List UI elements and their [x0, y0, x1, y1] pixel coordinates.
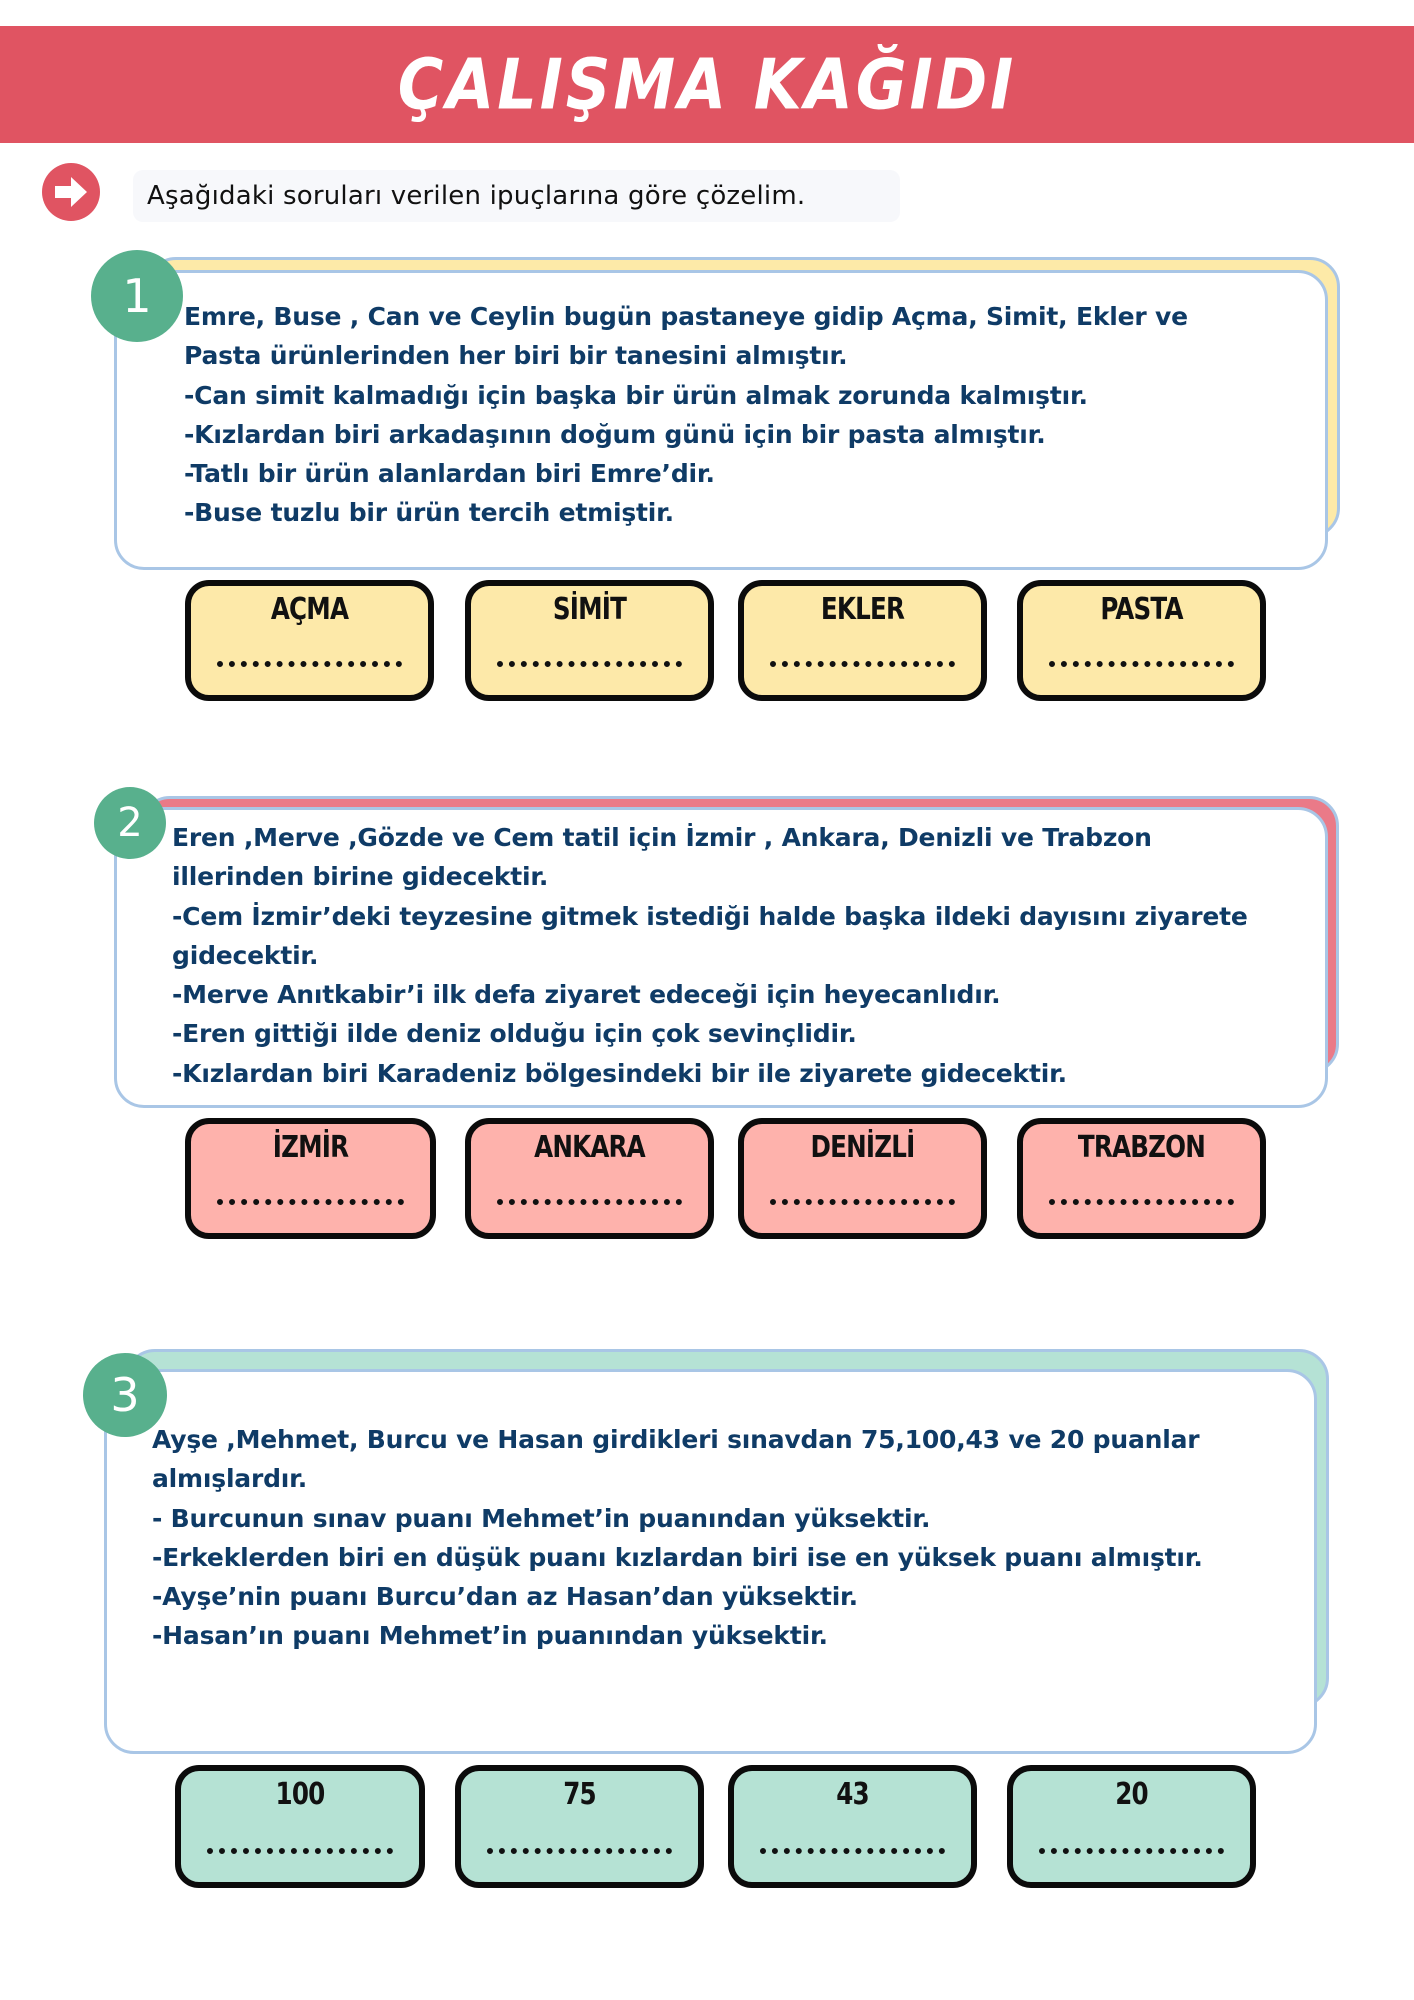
answer-blank[interactable]	[217, 661, 402, 667]
answer-label: EKLER	[820, 592, 905, 627]
answer-card-acma[interactable]	[185, 580, 434, 701]
answer-card-pasta[interactable]	[1017, 580, 1266, 701]
answer-blank[interactable]	[217, 1199, 404, 1205]
answer-label: 100	[275, 1777, 325, 1812]
clue-line: almışlardır.	[152, 1464, 308, 1494]
answer-blank[interactable]	[487, 1848, 672, 1854]
answer-card-simit[interactable]	[465, 580, 714, 701]
clue-line: gidecektir.	[172, 940, 319, 970]
answer-blank[interactable]	[1039, 1848, 1224, 1854]
answer-label: SİMİT	[552, 592, 627, 627]
header-band	[0, 26, 1414, 143]
answer-label: PASTA	[1100, 592, 1183, 627]
answer-label: 75	[563, 1777, 596, 1812]
answer-label: 20	[1115, 1777, 1148, 1812]
answer-blank[interactable]	[497, 661, 682, 667]
clue-line: -Kızlardan biri arkadaşının doğum günü için bir pasta almıştır.	[184, 419, 1046, 449]
clue-line: Pasta ürünlerinden her biri bir tanesini almıştır.	[184, 341, 848, 371]
question-3-number-badge: 3	[83, 1353, 167, 1437]
answer-card-ankara[interactable]	[465, 1118, 714, 1239]
answer-label: AÇMA	[270, 592, 349, 627]
clue-line: Emre, Buse , Can ve Ceylin bugün pastaneye gidip Açma, Simit, Ekler ve	[184, 302, 1188, 331]
clue-line: -Eren gittiği ilde deniz olduğu için çok sevinçlidir.	[172, 1019, 857, 1049]
instruction-text: Aşağıdaki soruları verilen ipuçlarına göre çözelim.	[147, 181, 806, 211]
answer-card-trabzon[interactable]	[1017, 1118, 1266, 1239]
answer-blank[interactable]	[1049, 1199, 1234, 1205]
answer-label: DENİZLİ	[810, 1130, 915, 1165]
answer-blank[interactable]	[207, 1848, 393, 1854]
answer-card-ekler[interactable]	[738, 580, 987, 701]
answer-blank[interactable]	[497, 1199, 682, 1205]
arrow-right-circle-icon	[42, 163, 100, 221]
answer-card-100[interactable]	[175, 1765, 425, 1888]
answer-card-denizli[interactable]	[738, 1118, 987, 1239]
answer-card-43[interactable]	[728, 1765, 977, 1888]
question-2-clues	[172, 818, 1248, 1093]
question-1-clues	[184, 297, 1188, 533]
question-3-clues	[152, 1420, 1203, 1656]
answer-blank[interactable]	[770, 661, 955, 667]
question-1-number-badge: 1	[91, 250, 183, 342]
clue-line: -Tatlı bir ürün alanlardan biri Emre’dir.	[184, 459, 715, 489]
question-2-number-badge: 2	[94, 787, 166, 859]
instruction-box	[133, 170, 900, 222]
answer-label: İZMİR	[272, 1130, 349, 1165]
clue-line: -Ayşe’nin puanı Burcu’dan az Hasan’dan yüksektir.	[152, 1582, 858, 1612]
clue-line: -Hasan’ın puanı Mehmet’in puanından yüksektir.	[152, 1621, 828, 1651]
answer-label: TRABZON	[1077, 1130, 1206, 1165]
clue-line: - Burcunun sınav puanı Mehmet’in puanından yüksektir.	[152, 1503, 931, 1533]
clue-line: Eren ,Merve ,Gözde ve Cem tatil için İzmir , Ankara, Denizli ve Trabzon	[172, 823, 1152, 852]
answer-card-izmir[interactable]	[185, 1118, 436, 1239]
clue-line: Ayşe ,Mehmet, Burcu ve Hasan girdikleri sınavdan 75,100,43 ve 20 puanlar	[152, 1425, 1200, 1454]
answer-card-75[interactable]	[455, 1765, 704, 1888]
answer-blank[interactable]	[770, 1199, 955, 1205]
clue-line: -Kızlardan biri Karadeniz bölgesindeki bir ile ziyarete gidecektir.	[172, 1058, 1067, 1088]
clue-line: -Can simit kalmadığı için başka bir ürün almak zorunda kalmıştır.	[184, 380, 1088, 410]
answer-blank[interactable]	[1049, 661, 1234, 667]
answer-card-20[interactable]	[1007, 1765, 1256, 1888]
answer-label: ANKARA	[534, 1130, 645, 1165]
clue-line: -Erkeklerden biri en düşük puanı kızlardan biri ise en yüksek puanı almıştır.	[152, 1542, 1203, 1572]
answer-blank[interactable]	[760, 1848, 945, 1854]
clue-line: -Cem İzmir’deki teyzesine gitmek istediği halde başka ildeki dayısını ziyarete	[172, 901, 1248, 931]
clue-line: illerinden birine gidecektir.	[172, 862, 549, 892]
page-title: ÇALIŞMA KAĞIDI	[397, 43, 1017, 126]
answer-label: 43	[836, 1777, 869, 1812]
clue-line: -Merve Anıtkabir’i ilk defa ziyaret edeceği için heyecanlıdır.	[172, 980, 1001, 1010]
clue-line: -Buse tuzlu bir ürün tercih etmiştir.	[184, 498, 674, 528]
